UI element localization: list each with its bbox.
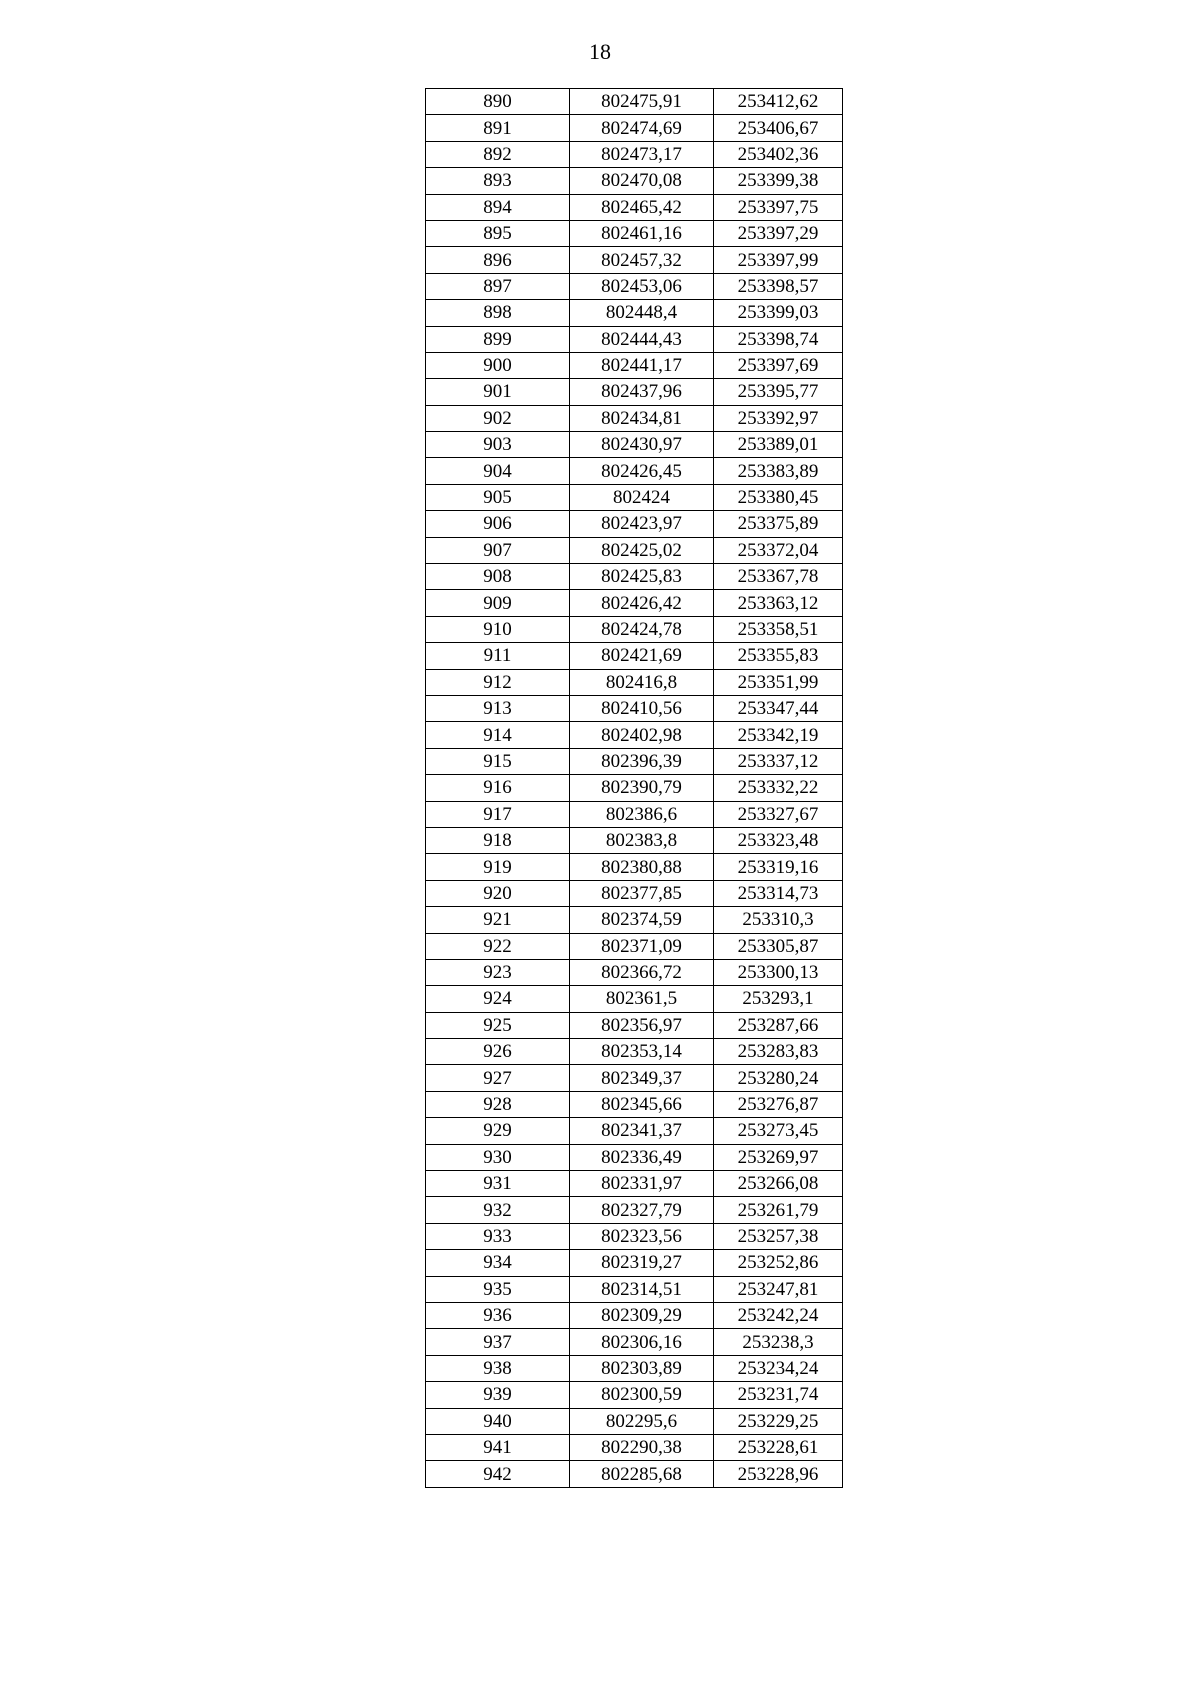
x-coordinate-cell: 802410,56 [570, 695, 714, 721]
point-number-cell: 911 [426, 643, 570, 669]
table-row [426, 220, 843, 246]
y-coordinate-cell: 253397,29 [714, 220, 843, 246]
table-row [426, 1382, 843, 1408]
y-coordinate-cell: 253389,01 [714, 432, 843, 458]
y-coordinate-cell: 253398,74 [714, 326, 843, 352]
point-number-cell: 936 [426, 1302, 570, 1328]
y-coordinate-cell: 253402,36 [714, 141, 843, 167]
point-number-cell: 892 [426, 141, 570, 167]
table-row [426, 300, 843, 326]
coordinates-table-body [426, 89, 843, 1488]
point-number-cell: 893 [426, 168, 570, 194]
point-number-cell: 939 [426, 1382, 570, 1408]
table-row [426, 959, 843, 985]
x-coordinate-cell: 802366,72 [570, 959, 714, 985]
x-coordinate-cell: 802327,79 [570, 1197, 714, 1223]
point-number-cell: 895 [426, 220, 570, 246]
table-row [426, 484, 843, 510]
y-coordinate-cell: 253397,75 [714, 194, 843, 220]
table-row [426, 1302, 843, 1328]
table-row [426, 1434, 843, 1460]
y-coordinate-cell: 253231,74 [714, 1382, 843, 1408]
table-row [426, 115, 843, 141]
point-number-cell: 891 [426, 115, 570, 141]
y-coordinate-cell: 253319,16 [714, 854, 843, 880]
point-number-cell: 894 [426, 194, 570, 220]
x-coordinate-cell: 802314,51 [570, 1276, 714, 1302]
y-coordinate-cell: 253372,04 [714, 537, 843, 563]
x-coordinate-cell: 802341,37 [570, 1118, 714, 1144]
table-row [426, 247, 843, 273]
y-coordinate-cell: 253228,61 [714, 1434, 843, 1460]
table-row [426, 801, 843, 827]
table-row [426, 1144, 843, 1170]
table-row [426, 1118, 843, 1144]
x-coordinate-cell: 802374,59 [570, 907, 714, 933]
y-coordinate-cell: 253397,99 [714, 247, 843, 273]
y-coordinate-cell: 253269,97 [714, 1144, 843, 1170]
x-coordinate-cell: 802474,69 [570, 115, 714, 141]
y-coordinate-cell: 253363,12 [714, 590, 843, 616]
y-coordinate-cell: 253332,22 [714, 775, 843, 801]
point-number-cell: 907 [426, 537, 570, 563]
y-coordinate-cell: 253383,89 [714, 458, 843, 484]
y-coordinate-cell: 253355,83 [714, 643, 843, 669]
x-coordinate-cell: 802300,59 [570, 1382, 714, 1408]
y-coordinate-cell: 253351,99 [714, 669, 843, 695]
point-number-cell: 919 [426, 854, 570, 880]
point-number-cell: 926 [426, 1039, 570, 1065]
x-coordinate-cell: 802285,68 [570, 1461, 714, 1487]
y-coordinate-cell: 253252,86 [714, 1250, 843, 1276]
point-number-cell: 896 [426, 247, 570, 273]
y-coordinate-cell: 253293,1 [714, 986, 843, 1012]
x-coordinate-cell: 802390,79 [570, 775, 714, 801]
point-number-cell: 900 [426, 352, 570, 378]
table-row [426, 1276, 843, 1302]
table-row [426, 1329, 843, 1355]
x-coordinate-cell: 802465,42 [570, 194, 714, 220]
x-coordinate-cell: 802475,91 [570, 89, 714, 115]
x-coordinate-cell: 802441,17 [570, 352, 714, 378]
table-row [426, 511, 843, 537]
x-coordinate-cell: 802361,5 [570, 986, 714, 1012]
x-coordinate-cell: 802457,32 [570, 247, 714, 273]
x-coordinate-cell: 802377,85 [570, 880, 714, 906]
table-row [426, 1408, 843, 1434]
table-row [426, 1065, 843, 1091]
point-number-cell: 927 [426, 1065, 570, 1091]
point-number-cell: 930 [426, 1144, 570, 1170]
page-number: 18 [589, 39, 611, 64]
table-row [426, 432, 843, 458]
y-coordinate-cell: 253242,24 [714, 1302, 843, 1328]
y-coordinate-cell: 253280,24 [714, 1065, 843, 1091]
y-coordinate-cell: 253337,12 [714, 748, 843, 774]
y-coordinate-cell: 253399,38 [714, 168, 843, 194]
x-coordinate-cell: 802303,89 [570, 1355, 714, 1381]
point-number-cell: 903 [426, 432, 570, 458]
point-number-cell: 942 [426, 1461, 570, 1487]
x-coordinate-cell: 802319,27 [570, 1250, 714, 1276]
y-coordinate-cell: 253392,97 [714, 405, 843, 431]
table-row [426, 854, 843, 880]
point-number-cell: 923 [426, 959, 570, 985]
table-row [426, 695, 843, 721]
point-number-cell: 934 [426, 1250, 570, 1276]
y-coordinate-cell: 253397,69 [714, 352, 843, 378]
point-number-cell: 899 [426, 326, 570, 352]
table-row [426, 458, 843, 484]
point-number-cell: 906 [426, 511, 570, 537]
x-coordinate-cell: 802295,6 [570, 1408, 714, 1434]
y-coordinate-cell: 253276,87 [714, 1091, 843, 1117]
point-number-cell: 935 [426, 1276, 570, 1302]
point-number-cell: 890 [426, 89, 570, 115]
y-coordinate-cell: 253238,3 [714, 1329, 843, 1355]
y-coordinate-cell: 253347,44 [714, 695, 843, 721]
table-row [426, 1091, 843, 1117]
y-coordinate-cell: 253287,66 [714, 1012, 843, 1038]
x-coordinate-cell: 802331,97 [570, 1171, 714, 1197]
table-row [426, 775, 843, 801]
table-row [426, 326, 843, 352]
point-number-cell: 921 [426, 907, 570, 933]
y-coordinate-cell: 253266,08 [714, 1171, 843, 1197]
table-row [426, 194, 843, 220]
table-row [426, 1223, 843, 1249]
y-coordinate-cell: 253300,13 [714, 959, 843, 985]
point-number-cell: 922 [426, 933, 570, 959]
table-row [426, 537, 843, 563]
y-coordinate-cell: 253247,81 [714, 1276, 843, 1302]
x-coordinate-cell: 802426,45 [570, 458, 714, 484]
x-coordinate-cell: 802453,06 [570, 273, 714, 299]
point-number-cell: 898 [426, 300, 570, 326]
point-number-cell: 924 [426, 986, 570, 1012]
y-coordinate-cell: 253395,77 [714, 379, 843, 405]
point-number-cell: 938 [426, 1355, 570, 1381]
table-row [426, 616, 843, 642]
table-row [426, 669, 843, 695]
point-number-cell: 940 [426, 1408, 570, 1434]
point-number-cell: 920 [426, 880, 570, 906]
y-coordinate-cell: 253327,67 [714, 801, 843, 827]
point-number-cell: 918 [426, 827, 570, 853]
y-coordinate-cell: 253283,83 [714, 1039, 843, 1065]
point-number-cell: 909 [426, 590, 570, 616]
point-number-cell: 929 [426, 1118, 570, 1144]
x-coordinate-cell: 802434,81 [570, 405, 714, 431]
x-coordinate-cell: 802356,97 [570, 1012, 714, 1038]
y-coordinate-cell: 253412,62 [714, 89, 843, 115]
table-row [426, 379, 843, 405]
table-row [426, 1250, 843, 1276]
x-coordinate-cell: 802349,37 [570, 1065, 714, 1091]
y-coordinate-cell: 253399,03 [714, 300, 843, 326]
x-coordinate-cell: 802386,6 [570, 801, 714, 827]
x-coordinate-cell: 802461,16 [570, 220, 714, 246]
point-number-cell: 916 [426, 775, 570, 801]
x-coordinate-cell: 802345,66 [570, 1091, 714, 1117]
y-coordinate-cell: 253257,38 [714, 1223, 843, 1249]
y-coordinate-cell: 253367,78 [714, 564, 843, 590]
y-coordinate-cell: 253261,79 [714, 1197, 843, 1223]
y-coordinate-cell: 253358,51 [714, 616, 843, 642]
point-number-cell: 912 [426, 669, 570, 695]
point-number-cell: 901 [426, 379, 570, 405]
x-coordinate-cell: 802371,09 [570, 933, 714, 959]
x-coordinate-cell: 802425,02 [570, 537, 714, 563]
table-row [426, 141, 843, 167]
point-number-cell: 915 [426, 748, 570, 774]
table-row [426, 405, 843, 431]
y-coordinate-cell: 253314,73 [714, 880, 843, 906]
x-coordinate-cell: 802430,97 [570, 432, 714, 458]
table-row [426, 590, 843, 616]
table-row [426, 1171, 843, 1197]
point-number-cell: 933 [426, 1223, 570, 1249]
x-coordinate-cell: 802396,39 [570, 748, 714, 774]
y-coordinate-cell: 253228,96 [714, 1461, 843, 1487]
point-number-cell: 932 [426, 1197, 570, 1223]
x-coordinate-cell: 802423,97 [570, 511, 714, 537]
point-number-cell: 904 [426, 458, 570, 484]
y-coordinate-cell: 253398,57 [714, 273, 843, 299]
x-coordinate-cell: 802309,29 [570, 1302, 714, 1328]
x-coordinate-cell: 802470,08 [570, 168, 714, 194]
x-coordinate-cell: 802383,8 [570, 827, 714, 853]
point-number-cell: 928 [426, 1091, 570, 1117]
y-coordinate-cell: 253375,89 [714, 511, 843, 537]
table-row [426, 1355, 843, 1381]
table-row [426, 880, 843, 906]
x-coordinate-cell: 802336,49 [570, 1144, 714, 1170]
x-coordinate-cell: 802380,88 [570, 854, 714, 880]
table-row [426, 722, 843, 748]
table-row [426, 643, 843, 669]
point-number-cell: 941 [426, 1434, 570, 1460]
x-coordinate-cell: 802448,4 [570, 300, 714, 326]
table-row [426, 933, 843, 959]
y-coordinate-cell: 253342,19 [714, 722, 843, 748]
x-coordinate-cell: 802323,56 [570, 1223, 714, 1249]
x-coordinate-cell: 802426,42 [570, 590, 714, 616]
x-coordinate-cell: 802290,38 [570, 1434, 714, 1460]
y-coordinate-cell: 253273,45 [714, 1118, 843, 1144]
table-row [426, 273, 843, 299]
y-coordinate-cell: 253229,25 [714, 1408, 843, 1434]
x-coordinate-cell: 802353,14 [570, 1039, 714, 1065]
table-row [426, 907, 843, 933]
x-coordinate-cell: 802402,98 [570, 722, 714, 748]
table-row [426, 564, 843, 590]
y-coordinate-cell: 253406,67 [714, 115, 843, 141]
table-row [426, 168, 843, 194]
y-coordinate-cell: 253234,24 [714, 1355, 843, 1381]
y-coordinate-cell: 253305,87 [714, 933, 843, 959]
point-number-cell: 925 [426, 1012, 570, 1038]
point-number-cell: 908 [426, 564, 570, 590]
coordinates-table [425, 88, 843, 1488]
y-coordinate-cell: 253380,45 [714, 484, 843, 510]
point-number-cell: 910 [426, 616, 570, 642]
point-number-cell: 913 [426, 695, 570, 721]
y-coordinate-cell: 253323,48 [714, 827, 843, 853]
point-number-cell: 914 [426, 722, 570, 748]
x-coordinate-cell: 802416,8 [570, 669, 714, 695]
table-row [426, 1197, 843, 1223]
table-row [426, 352, 843, 378]
x-coordinate-cell: 802437,96 [570, 379, 714, 405]
point-number-cell: 931 [426, 1171, 570, 1197]
point-number-cell: 897 [426, 273, 570, 299]
table-row [426, 1012, 843, 1038]
table-row [426, 986, 843, 1012]
x-coordinate-cell: 802425,83 [570, 564, 714, 590]
table-row [426, 1461, 843, 1487]
point-number-cell: 905 [426, 484, 570, 510]
table-row [426, 827, 843, 853]
table-row [426, 1039, 843, 1065]
point-number-cell: 937 [426, 1329, 570, 1355]
x-coordinate-cell: 802421,69 [570, 643, 714, 669]
x-coordinate-cell: 802424 [570, 484, 714, 510]
point-number-cell: 902 [426, 405, 570, 431]
x-coordinate-cell: 802306,16 [570, 1329, 714, 1355]
table-row [426, 748, 843, 774]
x-coordinate-cell: 802444,43 [570, 326, 714, 352]
point-number-cell: 917 [426, 801, 570, 827]
x-coordinate-cell: 802473,17 [570, 141, 714, 167]
x-coordinate-cell: 802424,78 [570, 616, 714, 642]
y-coordinate-cell: 253310,3 [714, 907, 843, 933]
table-row [426, 89, 843, 115]
